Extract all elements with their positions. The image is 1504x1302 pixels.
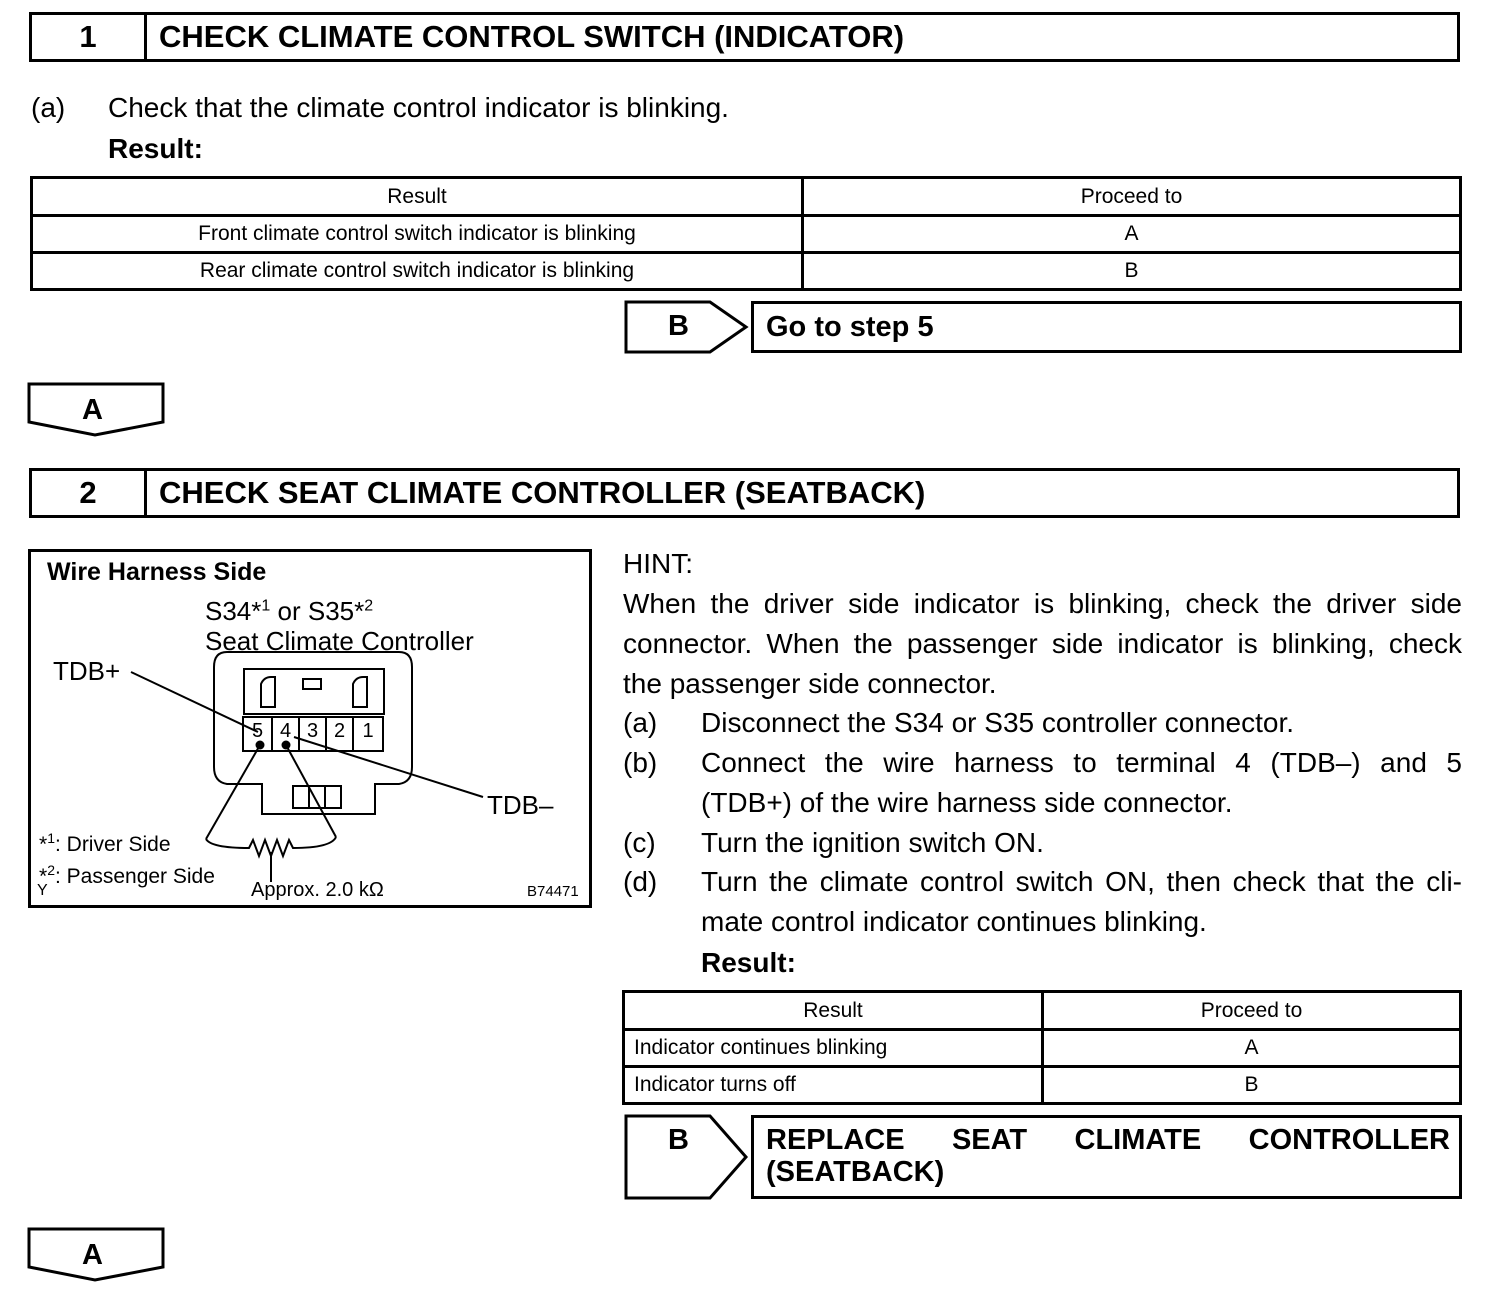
connector-s35: or S35* bbox=[270, 596, 365, 626]
footnote-mark: 1 bbox=[261, 597, 271, 615]
footnote-star: * bbox=[39, 833, 48, 856]
corner-code: Y bbox=[37, 882, 48, 899]
table-cell: Rear climate control switch indicator is blinking bbox=[32, 253, 803, 290]
wire-harness-diagram bbox=[28, 549, 592, 908]
branch-b-text: Go to step 5 bbox=[766, 310, 934, 343]
branch-b-action bbox=[751, 1115, 1462, 1199]
footnote-mark: 2 bbox=[364, 597, 374, 615]
diagram-heading: Wire Harness Side bbox=[47, 558, 267, 586]
hint-text: When the driver side indicator is blinking, check the driver side bbox=[623, 588, 1462, 619]
pin-numbers bbox=[243, 720, 383, 750]
footnote-driver bbox=[39, 830, 171, 857]
pin-label: 3 bbox=[306, 720, 319, 742]
item-text: Turn the climate control switch ON, then check that the cli- bbox=[701, 866, 1462, 897]
step-title: CHECK SEAT CLIMATE CONTROLLER (SEATBACK) bbox=[159, 475, 926, 510]
table-cell: A bbox=[1043, 1030, 1461, 1067]
connector-description: Seat Climate Controller bbox=[205, 626, 474, 656]
branch-b-label: B bbox=[668, 1124, 689, 1156]
branch-b-text: REPLACE SEAT CLIMATE CONTROLLER bbox=[766, 1124, 1450, 1156]
table-cell: Indicator continues blinking bbox=[624, 1030, 1043, 1067]
table-header: Proceed to bbox=[1043, 992, 1461, 1030]
step-number: 2 bbox=[32, 471, 147, 515]
branch-a-label: A bbox=[82, 394, 103, 426]
footnote-text: : Driver Side bbox=[54, 833, 171, 856]
step-2-header bbox=[29, 468, 1460, 518]
table-cell: B bbox=[803, 253, 1461, 290]
figure-id: B74471 bbox=[527, 883, 579, 900]
branch-b-label: B bbox=[668, 310, 689, 342]
branch-a-label: A bbox=[82, 1239, 103, 1271]
tdb-minus-label: TDB– bbox=[487, 790, 554, 820]
footnote-mark: 1 bbox=[47, 830, 55, 846]
pin-label: 1 bbox=[362, 720, 374, 742]
hint-label: HINT: bbox=[623, 548, 693, 579]
footnote-star: * bbox=[39, 865, 48, 888]
table-cell: A bbox=[803, 216, 1461, 253]
result-table bbox=[30, 176, 1462, 291]
item-text: Connect the wire harness to terminal 4 (TDB–) and 5 bbox=[701, 747, 1462, 778]
step-number: 1 bbox=[32, 15, 147, 59]
sub-step-label: (a) bbox=[31, 92, 66, 123]
result-label: Result: bbox=[701, 947, 796, 978]
pin-label: 4 bbox=[279, 720, 292, 742]
pin-label: 5 bbox=[251, 720, 264, 742]
hint-text: connector. When the passenger side indicator is blinking, check bbox=[623, 628, 1462, 659]
table-header: Result bbox=[32, 178, 803, 216]
table-cell: Front climate control switch indicator is blinking bbox=[32, 216, 803, 253]
footnote-text: : Passenger Side bbox=[54, 865, 215, 888]
footnote-passenger bbox=[39, 862, 215, 889]
table-cell: B bbox=[1043, 1067, 1461, 1104]
connector-name bbox=[205, 596, 373, 627]
connector-s34: S34* bbox=[205, 596, 262, 626]
sub-step-text: Check that the climate control indicator is blinking. bbox=[108, 92, 729, 123]
step-title: CHECK CLIMATE CONTROL SWITCH (INDICATOR) bbox=[159, 19, 905, 54]
tdb-plus-label: TDB+ bbox=[53, 656, 121, 686]
step-1-header bbox=[29, 12, 1460, 62]
table-cell: Indicator turns off bbox=[624, 1067, 1043, 1104]
item-label: (b) bbox=[623, 747, 658, 778]
item-label: (d) bbox=[623, 866, 658, 897]
branch-b-text: (SEATBACK) bbox=[766, 1156, 945, 1188]
item-label: (c) bbox=[623, 827, 656, 858]
table-header-row bbox=[32, 178, 1461, 216]
result-label: Result: bbox=[108, 133, 203, 164]
pin-label: 2 bbox=[333, 720, 346, 742]
branch-b-action bbox=[751, 301, 1462, 353]
hint-text: the passenger side connector. bbox=[623, 668, 997, 699]
table-row bbox=[32, 253, 1461, 290]
item-text: (TDB+) of the wire harness side connector. bbox=[701, 787, 1233, 818]
resistance-label: Approx. 2.0 kΩ bbox=[251, 879, 384, 901]
table-header: Result bbox=[624, 992, 1043, 1030]
item-text: Turn the ignition switch ON. bbox=[701, 827, 1044, 858]
result-table bbox=[622, 990, 1462, 1105]
item-text: Disconnect the S34 or S35 controller connector. bbox=[701, 707, 1295, 738]
table-row bbox=[32, 216, 1461, 253]
table-row bbox=[624, 1030, 1461, 1067]
item-text: mate control indicator continues blinking. bbox=[701, 906, 1207, 937]
table-header-row bbox=[624, 992, 1461, 1030]
item-label: (a) bbox=[623, 707, 658, 738]
table-header: Proceed to bbox=[803, 178, 1461, 216]
table-row bbox=[624, 1067, 1461, 1104]
footnote-mark: 2 bbox=[47, 862, 55, 878]
